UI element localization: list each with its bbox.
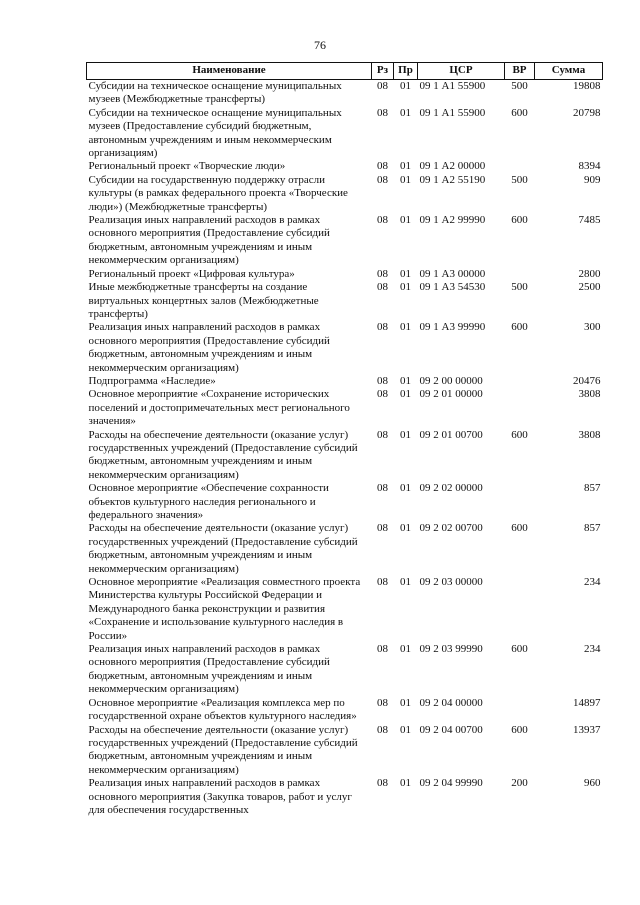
row-name: Основное мероприятие «Реализация совместного проекта Министерства культуры Российской Федерации и Международного банка реконструкции и развития «Сохранение и использование культурного наследия в России» — [88, 576, 361, 642]
row-name: Реализация иных направлений расходов в рамках основного мероприятия (Закупка товаров, работ и услуг для обеспечения государственных — [88, 777, 352, 816]
table-row — [87, 482, 603, 522]
row-pr: 01 — [400, 777, 411, 790]
row-pr: 01 — [400, 374, 411, 387]
row-rz: 08 — [377, 576, 388, 589]
table-row — [87, 268, 603, 281]
table-row — [87, 375, 603, 388]
row-pr: 01 — [400, 106, 411, 119]
row-vr — [505, 375, 535, 388]
row-sum: 234 — [584, 643, 601, 656]
row-pr: 01 — [400, 173, 411, 186]
row-name: Основное мероприятие «Реализация комплекса мер по государственной охране объектов культурного наследия» — [88, 696, 357, 723]
table-header — [87, 63, 603, 80]
row-csr: 09 1 А3 99990 — [419, 321, 486, 334]
page-number: 76 — [314, 38, 326, 52]
table-row — [87, 724, 603, 778]
table-row — [87, 321, 603, 375]
row-sum: 234 — [584, 576, 601, 589]
row-name: Иные межбюджетные трансферты на создание виртуальных концертных залов (Межбюджетные трансферты) — [88, 281, 319, 320]
row-sum: 19808 — [573, 80, 601, 92]
header-rz: Рз — [372, 63, 394, 80]
row-csr: 09 2 01 00000 — [419, 388, 483, 401]
row-sum: 909 — [584, 173, 601, 186]
row-sum: 7485 — [578, 214, 601, 227]
row-rz: 08 — [377, 696, 388, 709]
row-pr: 01 — [400, 522, 411, 535]
table-row — [87, 214, 603, 268]
row-vr: 600 — [511, 106, 528, 119]
row-vr: 600 — [511, 321, 528, 334]
row-vr — [505, 160, 535, 173]
row-pr: 01 — [400, 576, 411, 589]
row-pr: 01 — [400, 643, 411, 656]
row-csr: 09 2 04 99990 — [419, 777, 483, 790]
row-rz: 08 — [377, 160, 388, 173]
table-body — [87, 80, 603, 818]
row-vr: 200 — [511, 777, 528, 790]
row-name: Региональный проект «Цифровая культура» — [88, 267, 295, 280]
row-name: Субсидии на техническое оснащение муниципальных музеев (Предоставление субсидий бюджетным, автономным учреждениям и иным некоммерческим организациям) — [88, 106, 342, 160]
row-pr: 01 — [400, 267, 411, 280]
table-row — [87, 522, 603, 576]
row-csr: 09 1 А1 55900 — [419, 80, 486, 92]
table-row — [87, 80, 603, 107]
row-vr — [505, 576, 535, 643]
row-sum: 2800 — [578, 267, 601, 280]
table-row — [87, 388, 603, 428]
row-sum: 2500 — [578, 281, 601, 294]
row-name: Реализация иных направлений расходов в рамках основного мероприятия (Предоставление субсидий бюджетным, автономным учреждениям и иным некоммерческим организациям) — [88, 643, 330, 696]
row-name: Региональный проект «Творческие люди» — [88, 160, 286, 173]
row-vr — [505, 388, 535, 428]
row-csr: 09 1 А2 00000 — [419, 160, 486, 173]
row-rz: 08 — [377, 267, 388, 280]
row-pr: 01 — [400, 160, 411, 173]
row-name: Расходы на обеспечение деятельности (оказание услуг) государственных учреждений (Предоставление субсидий бюджетным, автономным учреждениям и иным некоммерческим организациям) — [88, 723, 358, 776]
row-sum: 14897 — [573, 696, 601, 709]
row-name: Основное мероприятие «Сохранение исторических поселений и достопримечательных мест регионального значения» — [88, 388, 350, 428]
row-name: Основное мероприятие «Обеспечение сохранности объектов культурного наследия регионального и федерального значения» — [88, 482, 329, 521]
row-sum: 3808 — [578, 388, 601, 401]
table-row — [87, 160, 603, 173]
table-row — [87, 281, 603, 321]
row-vr: 500 — [511, 80, 528, 92]
row-vr: 500 — [511, 173, 528, 186]
budget-table — [86, 62, 603, 817]
row-csr: 09 2 01 00700 — [419, 428, 483, 441]
row-name: Реализация иных направлений расходов в рамках основного мероприятия (Предоставление субсидий бюджетным, автономным учреждениям и иным некоммерческим организациям) — [88, 321, 330, 374]
row-sum: 300 — [584, 321, 601, 334]
header-vr: ВР — [505, 63, 535, 80]
row-vr — [505, 482, 535, 522]
row-csr: 09 2 00 00000 — [419, 374, 483, 387]
header-name: Наименование — [87, 63, 372, 80]
table-row — [87, 429, 603, 483]
row-sum: 13937 — [573, 723, 601, 736]
row-vr: 600 — [511, 522, 528, 535]
row-vr: 600 — [511, 214, 528, 227]
row-rz: 08 — [377, 214, 388, 227]
row-rz: 08 — [377, 428, 388, 441]
row-vr: 600 — [511, 428, 528, 441]
row-sum: 960 — [584, 777, 601, 790]
table-row — [87, 697, 603, 724]
row-pr: 01 — [400, 482, 411, 495]
row-rz: 08 — [377, 643, 388, 656]
row-csr: 09 2 04 00700 — [419, 723, 483, 736]
row-name: Реализация иных направлений расходов в рамках основного мероприятия (Предоставление субсидий бюджетным, автономным учреждениям и иным некоммерческим организациям) — [88, 214, 330, 267]
row-vr: 600 — [511, 723, 528, 736]
row-sum: 20476 — [573, 374, 601, 387]
row-csr: 09 1 А2 99990 — [419, 214, 486, 227]
row-pr: 01 — [400, 281, 411, 294]
row-sum: 20798 — [573, 106, 601, 119]
row-vr: 500 — [511, 281, 528, 294]
row-csr: 09 1 А2 55190 — [419, 173, 486, 186]
table-row — [87, 643, 603, 697]
row-csr: 09 1 А1 55900 — [419, 106, 486, 119]
row-rz: 08 — [377, 388, 388, 401]
row-name: Расходы на обеспечение деятельности (оказание услуг) государственных учреждений (Предоставление субсидий бюджетным, автономным учреждениям и иным некоммерческим организациям) — [88, 428, 358, 481]
row-rz: 08 — [377, 374, 388, 387]
row-rz: 08 — [377, 106, 388, 119]
row-name: Субсидии на техническое оснащение муниципальных музеев (Межбюджетные трансферты) — [88, 80, 342, 106]
row-vr — [505, 697, 535, 724]
row-name: Расходы на обеспечение деятельности (оказание услуг) государственных учреждений (Предоставление субсидий бюджетным, автономным учреждениям и иным некоммерческим организациям) — [88, 522, 358, 575]
row-csr: 09 1 А3 54530 — [419, 281, 486, 294]
header-sum: Сумма — [535, 63, 603, 80]
row-rz: 08 — [377, 723, 388, 736]
row-vr — [505, 268, 535, 281]
row-sum: 8394 — [578, 160, 601, 173]
row-csr: 09 2 02 00700 — [419, 522, 483, 535]
table-row — [87, 107, 603, 161]
row-pr: 01 — [400, 696, 411, 709]
row-csr: 09 2 04 00000 — [419, 696, 483, 709]
table-row — [87, 576, 603, 643]
row-rz: 08 — [377, 281, 388, 294]
table-row — [87, 777, 603, 817]
row-sum: 857 — [584, 522, 601, 535]
row-csr: 09 2 02 00000 — [419, 482, 483, 495]
row-rz: 08 — [377, 482, 388, 495]
row-csr: 09 2 03 99990 — [419, 643, 483, 656]
header-pr: Пр — [394, 63, 418, 80]
row-pr: 01 — [400, 321, 411, 334]
row-pr: 01 — [400, 723, 411, 736]
row-sum: 857 — [584, 482, 601, 495]
row-rz: 08 — [377, 777, 388, 790]
row-name: Подпрограмма «Наследие» — [88, 374, 216, 387]
header-csr: ЦСР — [418, 63, 505, 80]
table-row — [87, 174, 603, 214]
row-pr: 01 — [400, 214, 411, 227]
row-sum: 3808 — [578, 428, 601, 441]
row-rz: 08 — [377, 321, 388, 334]
row-pr: 01 — [400, 388, 411, 401]
row-rz: 08 — [377, 80, 388, 92]
row-name: Субсидии на государственную поддержку отрасли культуры (в рамках федерального проекта «Творческие люди») (Межбюджетные трансферты) — [88, 173, 348, 213]
row-rz: 08 — [377, 522, 388, 535]
row-pr: 01 — [400, 80, 411, 92]
row-csr: 09 2 03 00000 — [419, 576, 483, 589]
row-pr: 01 — [400, 428, 411, 441]
row-rz: 08 — [377, 173, 388, 186]
row-csr: 09 1 А3 00000 — [419, 267, 486, 280]
row-vr: 600 — [511, 643, 528, 656]
